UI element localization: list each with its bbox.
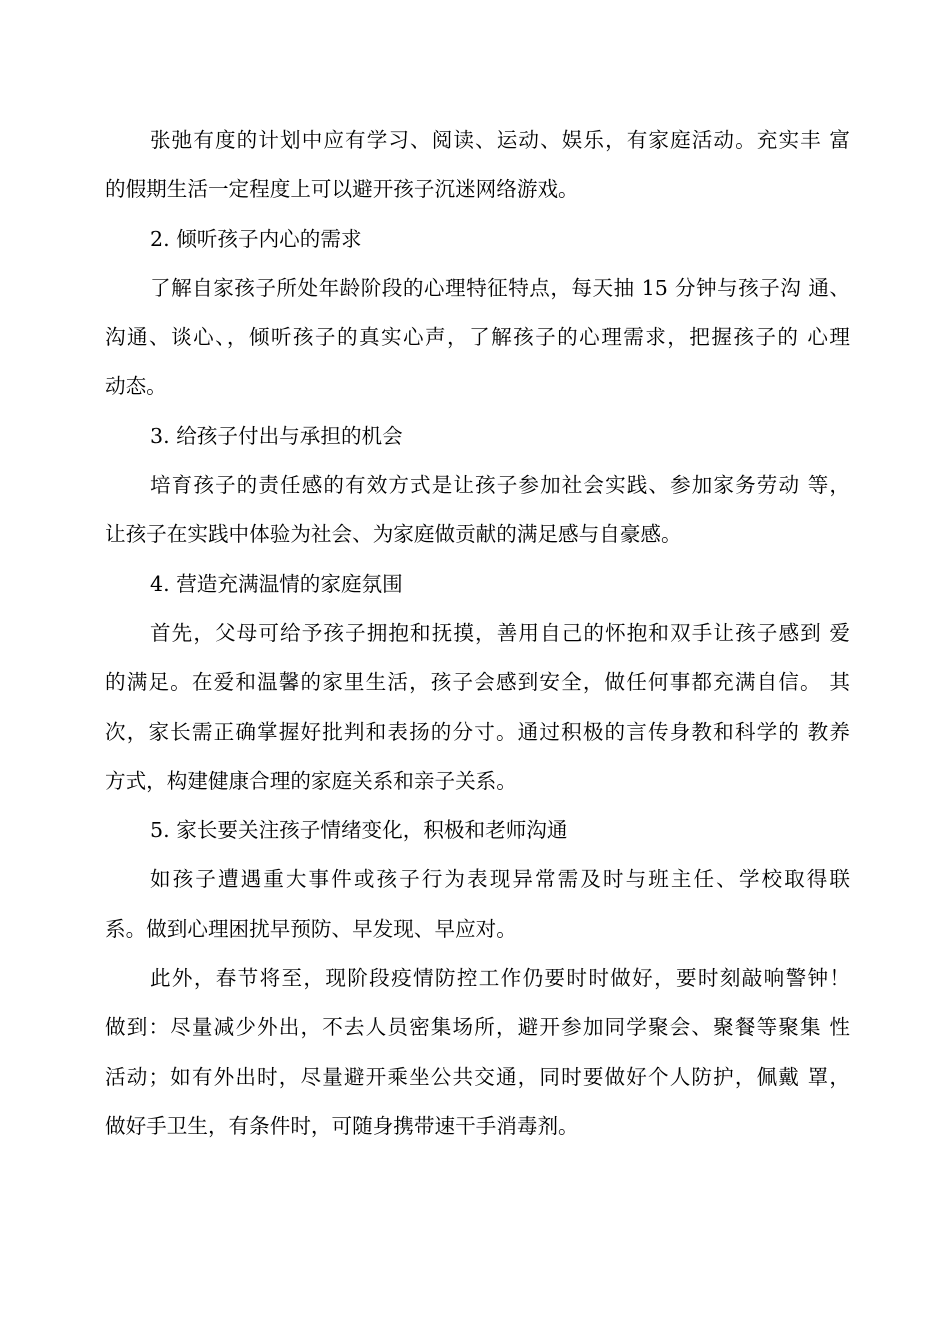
text-line: 动态。	[105, 374, 167, 399]
paragraph	[105, 954, 850, 1151]
document-page	[105, 116, 850, 1151]
text-line: 让孩子在实践中体验为社会、为家庭做贡献的满足感与自豪感。	[105, 522, 682, 547]
text-line: 此外，春节将至，现阶段疫情防控工作仍要时时做好，要时刻敲响警钟！	[150, 966, 850, 991]
text-line: 的满足。在爱和温馨的家里生活，孩子会感到安全，做任何事都充满自信。 其	[105, 670, 850, 695]
text-line: 了解自家孩子所处年龄阶段的心理特征特点，每天抽 15 分钟与孩子沟 通、	[150, 275, 850, 300]
section-heading: 2. 倾听孩子内心的需求	[150, 226, 362, 251]
paragraph	[105, 116, 850, 215]
text-line: 活动；如有外出时，尽量避开乘坐公共交通，同时要做好个人防护，佩戴 罩，	[105, 1064, 850, 1089]
text-line: 张弛有度的计划中应有学习、阅读、运动、娱乐，有家庭活动。充实丰 富	[150, 128, 850, 152]
text-line: 首先，父母可给予孩子拥抱和抚摸，善用自己的怀抱和双手让孩子感到 爱	[150, 620, 850, 645]
text-line: 如孩子遭遇重大事件或孩子行为表现异常需及时与班主任、学校取得联	[150, 867, 850, 892]
text-line: 沟通、谈心、，倾听孩子的真实心声，了解孩子的心理需求，把握孩子的 心理	[105, 325, 850, 350]
paragraph	[105, 264, 850, 412]
section-heading: 4. 营造充满温情的家庭氛围	[150, 571, 403, 596]
text-line: 方式，构建健康合理的家庭关系和亲子关系。	[105, 768, 517, 793]
paragraph	[105, 855, 850, 954]
text-line: 培育孩子的责任感的有效方式是让孩子参加社会实践、参加家务劳动 等，	[150, 473, 850, 498]
text-line: 系。做到心理困扰早预防、早发现、早应对。	[105, 916, 517, 941]
section-heading: 3. 给孩子付出与承担的机会	[150, 423, 403, 448]
section-heading: 5. 家长要关注孩子情绪变化，积极和老师沟通	[150, 818, 568, 843]
text-line: 做好手卫生，有条件时，可随身携带速干手消毒剂。	[105, 1113, 579, 1138]
text-line: 做到：尽量减少外出，不去人员密集场所，避开参加同学聚会、聚餐等聚集 性	[105, 1015, 850, 1040]
paragraph	[105, 461, 850, 560]
paragraph	[105, 609, 850, 806]
text-line: 的假期生活一定程度上可以避开孩子沉迷网络游戏。	[105, 177, 579, 202]
text-line: 次，家长需正确掌握好批判和表扬的分寸。通过积极的言传身教和科学的 教养	[105, 719, 850, 744]
